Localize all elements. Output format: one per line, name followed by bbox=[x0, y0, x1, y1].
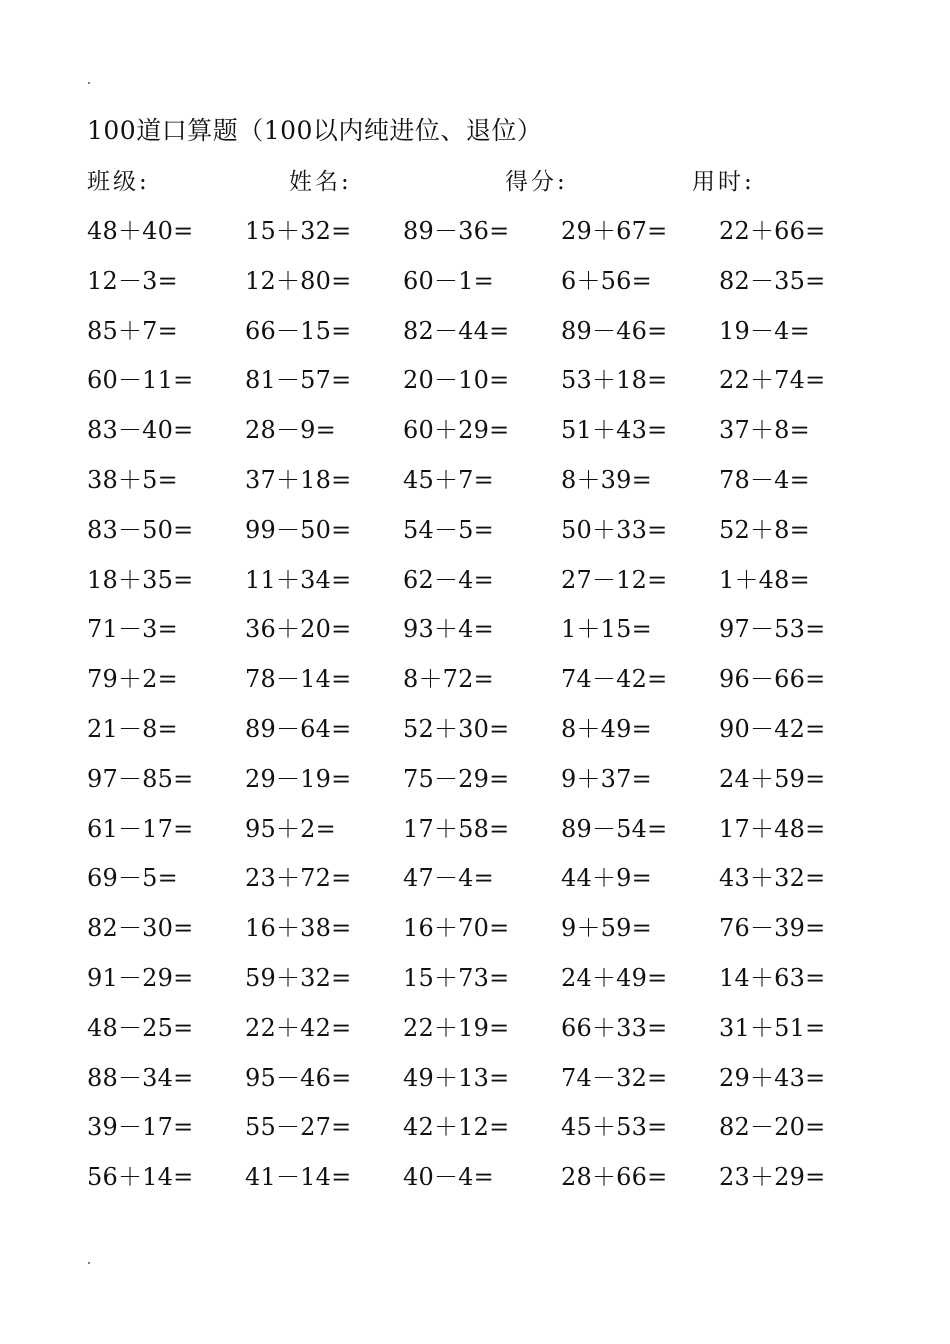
arithmetic-problem: 44＋9= bbox=[561, 864, 652, 893]
arithmetic-problem: 9＋59= bbox=[561, 914, 652, 943]
arithmetic-problem: 24＋59= bbox=[719, 764, 826, 793]
arithmetic-problem: 29＋43= bbox=[719, 1063, 826, 1092]
arithmetic-problem: 52＋30= bbox=[403, 714, 510, 743]
arithmetic-problem: 54－5= bbox=[403, 515, 494, 544]
arithmetic-problem: 82－20= bbox=[719, 1113, 826, 1142]
arithmetic-problem: 82－30= bbox=[87, 914, 194, 943]
arithmetic-problem: 48＋40= bbox=[87, 217, 194, 245]
arithmetic-problem: 60－1= bbox=[403, 266, 494, 295]
arithmetic-problem: 52＋8= bbox=[719, 515, 810, 544]
arithmetic-problem: 31＋51= bbox=[719, 1013, 826, 1042]
arithmetic-problem: 1＋48= bbox=[719, 565, 810, 594]
arithmetic-problem: 29－19= bbox=[245, 764, 352, 793]
arithmetic-problem: 61－17= bbox=[87, 814, 194, 843]
arithmetic-problem: 11＋34= bbox=[245, 565, 352, 594]
arithmetic-problem: 12－3= bbox=[87, 266, 178, 295]
arithmetic-problem: 14＋63= bbox=[719, 963, 826, 992]
arithmetic-problem: 19－4= bbox=[719, 316, 810, 345]
arithmetic-problem: 37＋18= bbox=[245, 465, 352, 494]
arithmetic-problem: 39－17= bbox=[87, 1113, 194, 1142]
arithmetic-problem: 22＋19= bbox=[403, 1013, 510, 1042]
arithmetic-problem: 81－57= bbox=[245, 366, 352, 395]
arithmetic-problem: 66－15= bbox=[245, 316, 352, 345]
problem-grid bbox=[87, 213, 847, 1209]
arithmetic-problem: 97－53= bbox=[719, 615, 826, 644]
arithmetic-problem: 47－4= bbox=[403, 864, 494, 893]
arithmetic-problem: 90－42= bbox=[719, 714, 826, 743]
arithmetic-problem: 99－50= bbox=[245, 515, 352, 544]
arithmetic-problem: 40－4= bbox=[403, 1163, 494, 1192]
arithmetic-problem: 17＋58= bbox=[403, 814, 510, 843]
arithmetic-problem: 28＋66= bbox=[561, 1163, 668, 1192]
arithmetic-problem: 8＋72= bbox=[403, 665, 494, 694]
arithmetic-problem: 22＋42= bbox=[245, 1013, 352, 1042]
student-info-header bbox=[0, 164, 950, 200]
arithmetic-problem: 88－34= bbox=[87, 1063, 194, 1092]
arithmetic-problem: 15＋73= bbox=[403, 963, 510, 992]
arithmetic-problem: 74－32= bbox=[561, 1063, 668, 1092]
arithmetic-problem: 79＋2= bbox=[87, 665, 178, 694]
arithmetic-problem: 6＋56= bbox=[561, 266, 652, 295]
arithmetic-problem: 96－66= bbox=[719, 665, 826, 694]
arithmetic-problem: 56＋14= bbox=[87, 1163, 194, 1192]
arithmetic-problem: 20－10= bbox=[403, 366, 510, 395]
arithmetic-problem: 37＋8= bbox=[719, 416, 810, 445]
arithmetic-problem: 93＋4= bbox=[403, 615, 494, 644]
arithmetic-problem: 66＋33= bbox=[561, 1013, 668, 1042]
arithmetic-problem: 12＋80= bbox=[245, 266, 352, 295]
arithmetic-problem: 89－64= bbox=[245, 714, 352, 743]
arithmetic-problem: 24＋49= bbox=[561, 963, 668, 992]
arithmetic-problem: 82－44= bbox=[403, 316, 510, 345]
arithmetic-problem: 69－5= bbox=[87, 864, 178, 893]
arithmetic-problem: 95＋2= bbox=[245, 814, 336, 843]
arithmetic-problem: 75－29= bbox=[403, 764, 510, 793]
arithmetic-problem: 78－14= bbox=[245, 665, 352, 694]
arithmetic-problem: 23＋29= bbox=[719, 1163, 826, 1192]
arithmetic-problem: 95－46= bbox=[245, 1063, 352, 1092]
arithmetic-problem: 83－40= bbox=[87, 416, 194, 445]
arithmetic-problem: 43＋32= bbox=[719, 864, 826, 893]
arithmetic-problem: 55－27= bbox=[245, 1113, 352, 1142]
score-label: 得分: bbox=[505, 169, 568, 195]
arithmetic-problem: 16＋70= bbox=[403, 914, 510, 943]
arithmetic-problem: 45＋53= bbox=[561, 1113, 668, 1142]
arithmetic-problem: 16＋38= bbox=[245, 914, 352, 943]
arithmetic-problem: 85＋7= bbox=[87, 316, 178, 345]
arithmetic-problem: 51＋43= bbox=[561, 416, 668, 445]
arithmetic-problem: 60＋29= bbox=[403, 416, 510, 445]
arithmetic-problem: 38＋5= bbox=[87, 465, 178, 494]
arithmetic-problem: 59＋32= bbox=[245, 963, 352, 992]
arithmetic-problem: 76－39= bbox=[719, 914, 826, 943]
arithmetic-problem: 23＋72= bbox=[245, 864, 352, 893]
arithmetic-problem: 42＋12= bbox=[403, 1113, 510, 1142]
arithmetic-problem: 53＋18= bbox=[561, 366, 668, 395]
arithmetic-problem: 49＋13= bbox=[403, 1063, 510, 1092]
arithmetic-problem: 1＋15= bbox=[561, 615, 652, 644]
arithmetic-problem: 9＋37= bbox=[561, 764, 652, 793]
arithmetic-problem: 22＋66= bbox=[719, 217, 826, 245]
worksheet-title: 100道口算题（100以内纯进位、退位） bbox=[87, 116, 543, 145]
arithmetic-problem: 50＋33= bbox=[561, 515, 668, 544]
arithmetic-problem: 18＋35= bbox=[87, 565, 194, 594]
arithmetic-problem: 21－8= bbox=[87, 714, 178, 743]
arithmetic-problem: 8＋39= bbox=[561, 465, 652, 494]
page-marker-dot bbox=[88, 1262, 90, 1264]
arithmetic-problem: 27－12= bbox=[561, 565, 668, 594]
arithmetic-problem: 17＋48= bbox=[719, 814, 826, 843]
arithmetic-problem: 97－85= bbox=[87, 764, 194, 793]
name-label: 姓名: bbox=[289, 169, 352, 195]
arithmetic-problem: 48－25= bbox=[87, 1013, 194, 1042]
class-label: 班级: bbox=[87, 169, 150, 195]
arithmetic-problem: 89－54= bbox=[561, 814, 668, 843]
page-marker-dot bbox=[88, 82, 90, 84]
time-label: 用时: bbox=[692, 169, 755, 195]
arithmetic-problem: 29＋67= bbox=[561, 217, 668, 245]
arithmetic-problem: 71－3= bbox=[87, 615, 178, 644]
arithmetic-problem: 15＋32= bbox=[245, 217, 352, 245]
arithmetic-problem: 91－29= bbox=[87, 963, 194, 992]
arithmetic-problem: 28－9= bbox=[245, 416, 336, 445]
arithmetic-problem: 22＋74= bbox=[719, 366, 826, 395]
arithmetic-problem: 45＋7= bbox=[403, 465, 494, 494]
arithmetic-problem: 36＋20= bbox=[245, 615, 352, 644]
arithmetic-problem: 62－4= bbox=[403, 565, 494, 594]
arithmetic-problem: 41－14= bbox=[245, 1163, 352, 1192]
arithmetic-problem: 89－36= bbox=[403, 217, 510, 245]
arithmetic-problem: 83－50= bbox=[87, 515, 194, 544]
arithmetic-problem: 82－35= bbox=[719, 266, 826, 295]
arithmetic-problem: 60－11= bbox=[87, 366, 194, 395]
arithmetic-problem: 78－4= bbox=[719, 465, 810, 494]
arithmetic-problem: 74－42= bbox=[561, 665, 668, 694]
arithmetic-problem: 89－46= bbox=[561, 316, 668, 345]
arithmetic-problem: 8＋49= bbox=[561, 714, 652, 743]
